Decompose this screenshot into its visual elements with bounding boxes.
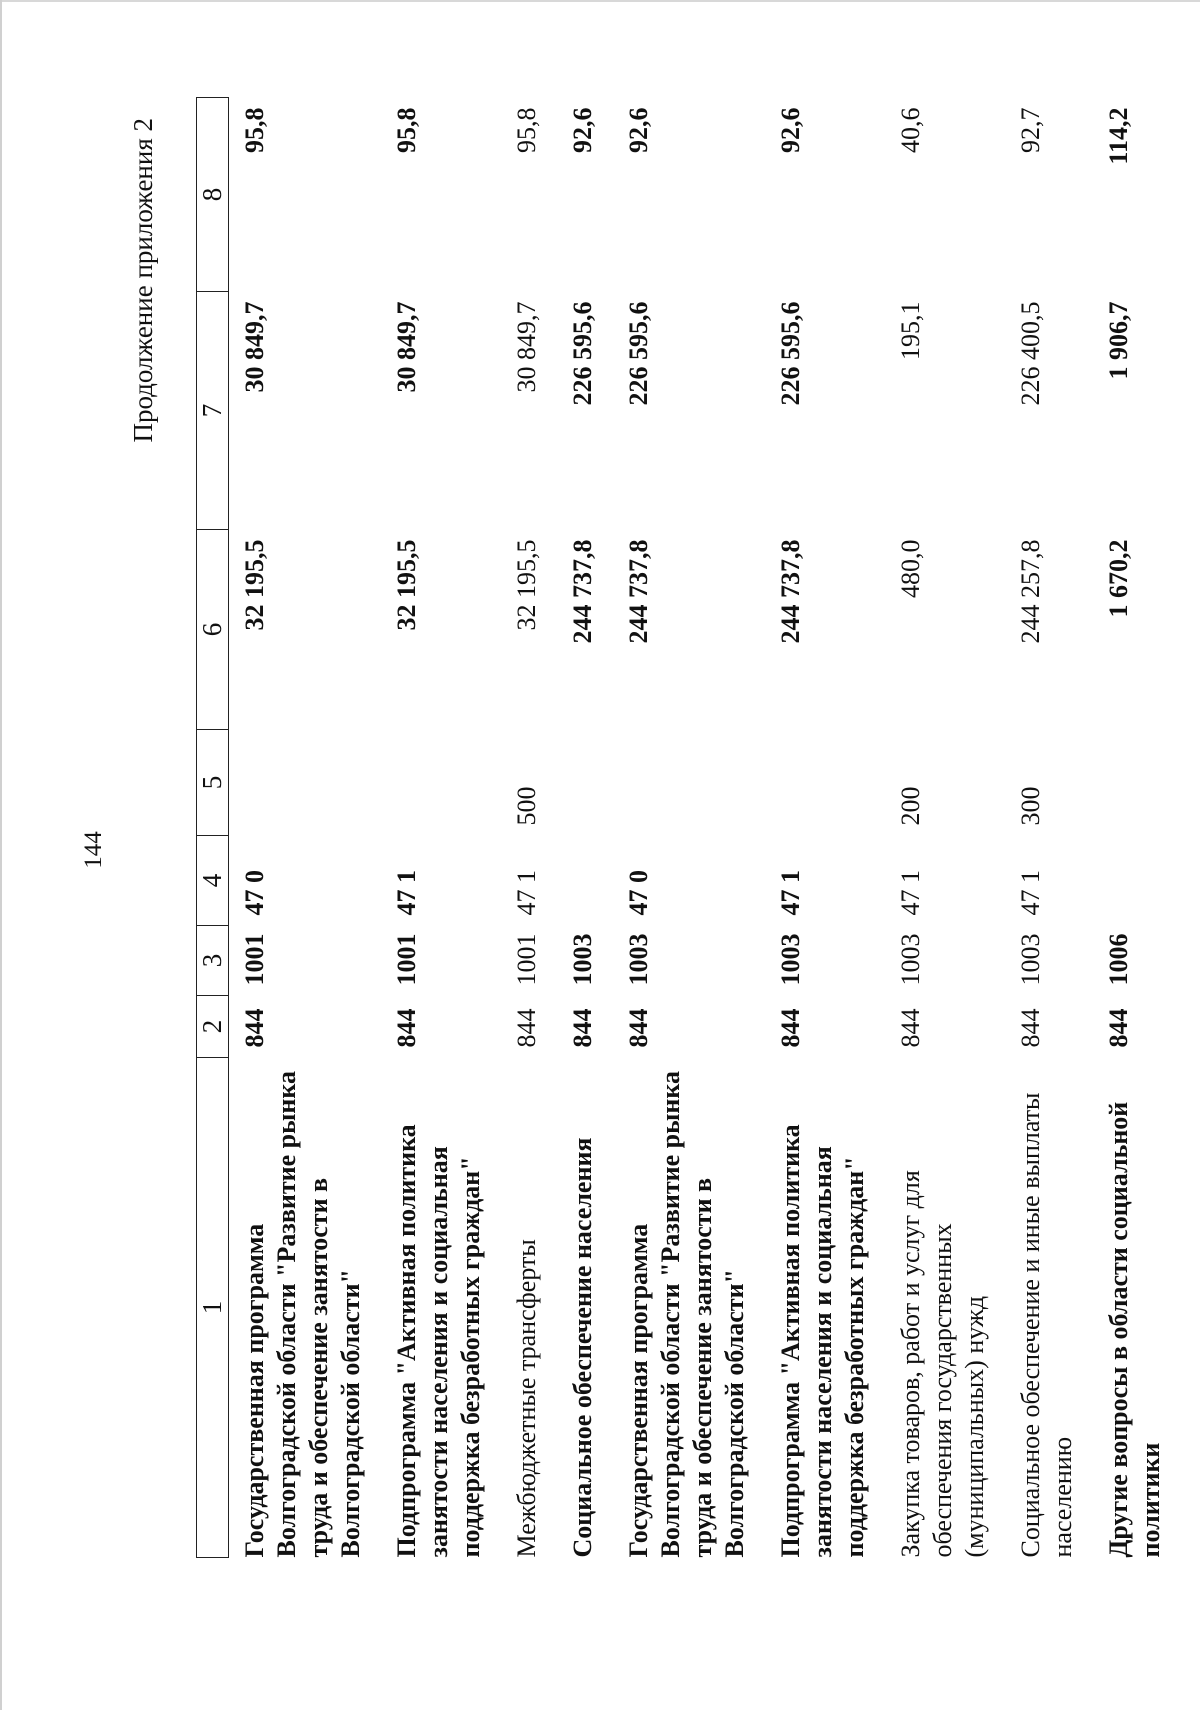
table-row [1093,98,1181,1558]
column-header-4: 4 [197,836,229,926]
row-expense-type [1093,730,1181,836]
row-actual-amount: 226 595,6 [568,301,597,406]
row-target-code: 47 0 [624,870,653,916]
row-planned-amount: 480,0 [896,539,925,598]
row-name: Подпрограмма "Активная политика занятости населения и социальная поддержка безработных граждан" [392,1124,485,1558]
row-planned-amount: 32 195,5 [240,539,269,631]
row-planned-amount: 32 195,5 [512,539,541,631]
row-name: Межбюджетные трансферты [512,1239,541,1558]
column-header-8: 8 [197,98,229,292]
table-header-row [197,98,229,1558]
column-header-2: 2 [197,996,229,1058]
row-section-code: 1003 [896,933,925,986]
row-section-code: 1003 [1016,933,1045,986]
row-ministry-code: 844 [240,1008,269,1048]
row-planned-amount: 244 737,8 [568,539,597,644]
row-percent: 114,2 [1104,107,1133,165]
column-header-6: 6 [197,530,229,730]
row-actual-amount: 30 849,7 [392,301,421,393]
row-section-code: 1003 [568,933,597,986]
column-header-3: 3 [197,926,229,996]
row-percent: 40,6 [896,107,925,153]
row-expense-type: 200 [896,786,925,826]
row-percent: 95,8 [240,107,269,153]
row-name: Государственная программа Волгоградской области "Развитие рынка труда и обеспечение занятости в Волгоградской области" [240,1071,365,1558]
row-actual-amount: 1 906,7 [1104,301,1133,380]
row-expense-type [557,730,613,836]
row-ministry-code: 844 [624,1008,653,1048]
row-percent: 92,6 [568,107,597,153]
row-ministry-code: 844 [1104,1008,1133,1048]
row-expense-type [381,730,501,836]
row-planned-amount: 32 195,5 [392,539,421,631]
row-actual-amount: 195,1 [896,301,925,360]
row-section-code: 1006 [1104,933,1133,986]
row-name: Социальное обеспечение населения [568,1137,597,1558]
row-target-code: 47 1 [776,870,805,916]
row-actual-amount: 30 849,7 [512,301,541,393]
row-actual-amount: 226 400,5 [1016,301,1045,406]
row-name: Подпрограмма "Активная политика занятости населения и социальная поддержка безработных граждан" [776,1124,869,1558]
row-percent: 92,7 [1016,107,1045,153]
row-percent: 92,6 [624,107,653,153]
table-row [501,98,557,1558]
column-header-5: 5 [197,730,229,836]
row-name: Закупка товаров, работ и услуг для обеспечения государственных (муниципальных) нужд [896,1170,989,1558]
table-row [1005,98,1093,1558]
row-planned-amount: 244 257,8 [1016,539,1045,644]
row-ministry-code: 844 [1016,1008,1045,1048]
appendix-label: Продолжение приложения 2 [128,118,158,443]
row-target-code [557,836,613,926]
column-header-7: 7 [197,292,229,530]
row-actual-amount: 30 849,7 [240,301,269,393]
row-ministry-code: 844 [392,1008,421,1048]
row-ministry-code: 844 [776,1008,805,1048]
row-expense-type: 500 [512,786,541,826]
table-row [765,98,885,1558]
row-target-code: 47 1 [1016,870,1045,916]
row-section-code: 1001 [512,933,541,986]
row-name: Государственная программа Волгоградской области "Развитие рынка труда и обеспечение занятости в Волгоградской области" [624,1071,749,1558]
row-target-code: 47 1 [512,870,541,916]
row-actual-amount: 226 595,6 [624,301,653,406]
column-header-1: 1 [197,1058,229,1558]
row-actual-amount: 226 595,6 [776,301,805,406]
row-percent: 92,6 [776,107,805,153]
row-section-code: 1003 [776,933,805,986]
row-percent: 95,8 [392,107,421,153]
table-row [229,98,382,1558]
row-percent: 95,8 [512,107,541,153]
page-number: 144 [80,831,107,869]
row-ministry-code: 844 [568,1008,597,1048]
row-expense-type [229,730,382,836]
row-section-code: 1001 [240,933,269,986]
row-planned-amount: 244 737,8 [776,539,805,644]
row-target-code: 47 1 [896,870,925,916]
budget-table [196,97,1181,1558]
row-section-code: 1001 [392,933,421,986]
table-row [613,98,765,1558]
row-name: Социальное обеспечение и иные выплаты населению [1016,1092,1077,1558]
row-expense-type [613,730,765,836]
row-expense-type [765,730,885,836]
row-section-code: 1003 [624,933,653,986]
row-planned-amount: 244 737,8 [624,539,653,644]
table-row [557,98,613,1558]
row-planned-amount: 1 670,2 [1104,539,1133,618]
table-row [885,98,1005,1558]
row-name: Другие вопросы в области социальной политики [1104,1101,1165,1558]
row-target-code: 47 1 [392,870,421,916]
row-target-code [1093,836,1181,926]
row-expense-type: 300 [1016,786,1045,826]
row-ministry-code: 844 [512,1008,541,1048]
row-ministry-code: 844 [896,1008,925,1048]
table-row [381,98,501,1558]
row-target-code: 47 0 [240,870,269,916]
